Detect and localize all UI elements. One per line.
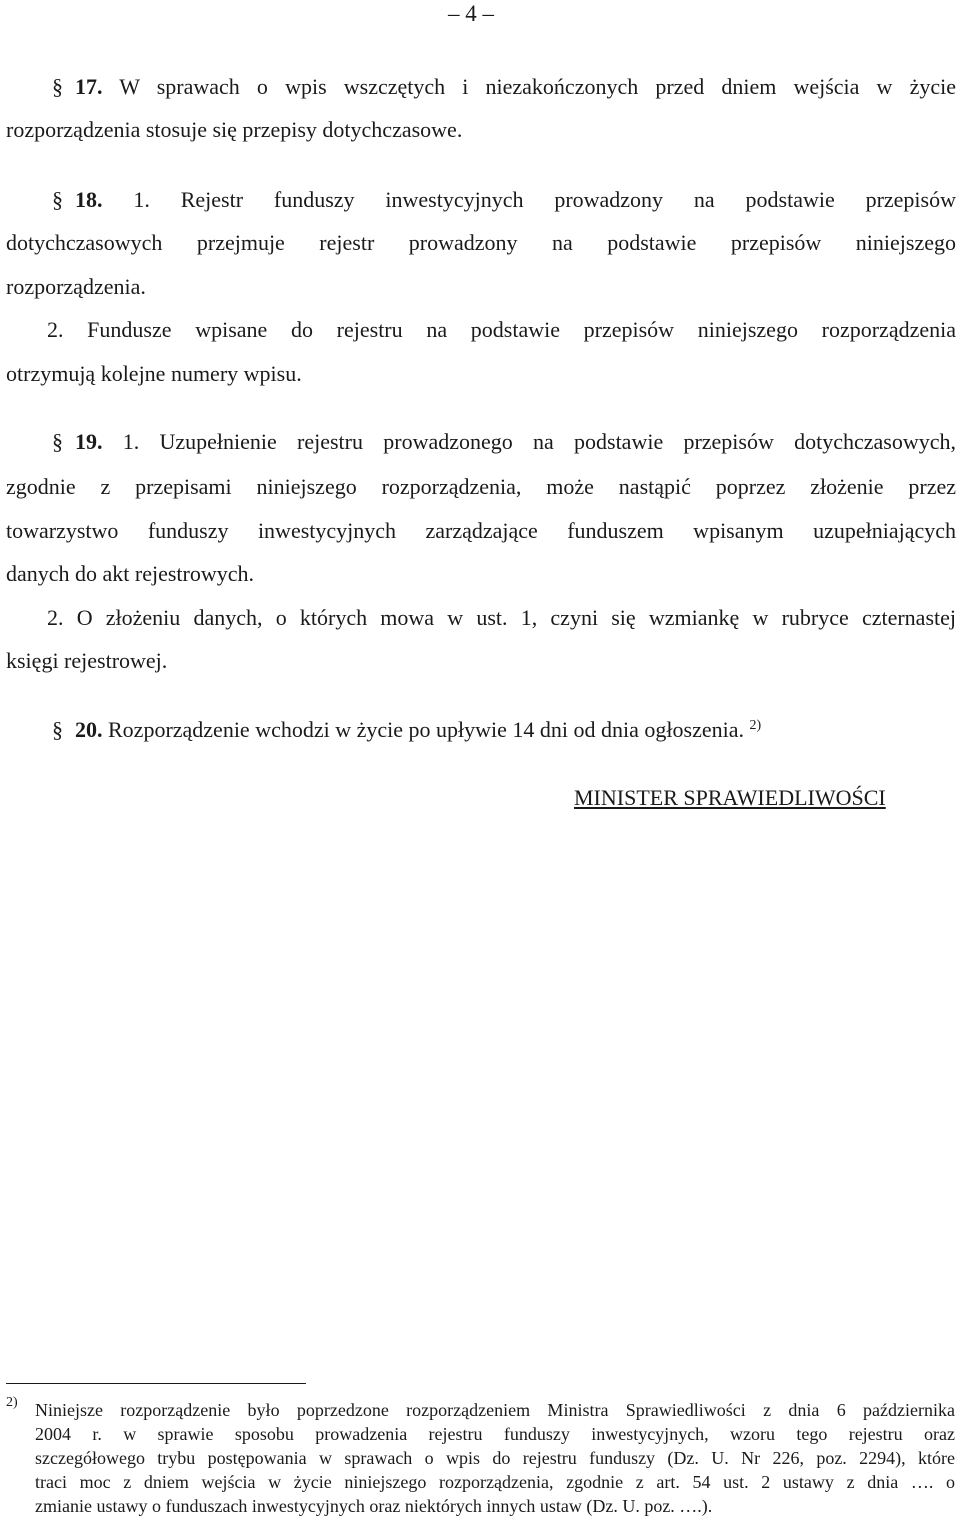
section-17-text: W sprawach o wpis wszczętych i niezakończonych przed dniem wejścia w życie: [119, 74, 956, 99]
section-18-line-1: [6, 186, 956, 214]
footnote-line-1: Niniejsze rozporządzenie było poprzedzone rozporządzeniem Ministra Sprawiedliwości z dnia 6 października: [35, 1400, 955, 1420]
section-19-line-4: danych do akt rejestrowych.: [6, 561, 255, 586]
section-number: 18.: [75, 187, 103, 212]
section-18-para-1: 1. Rejestr funduszy inwestycyjnych prowadzony na podstawie przepisów: [133, 187, 956, 212]
footnote-reference: 2): [749, 718, 762, 733]
footnote-line-2: 2004 r. w sprawie sposobu prowadzenia rejestru funduszy inwestycyjnych, wzoru tego rejestru oraz: [35, 1424, 955, 1444]
section-18-para-2-line-1: 2. Fundusze wpisane do rejestru na podstawie przepisów niniejszego rozporządzenia: [47, 317, 956, 342]
section-20-text: Rozporządzenie wchodzi w życie po upływie 14 dni od dnia ogłoszenia.: [108, 717, 744, 742]
section-20-heading: [52, 717, 103, 742]
section-17-heading: [52, 74, 103, 99]
section-19-heading: [52, 429, 103, 454]
section-19-line-2: zgodnie z przepisami niniejszego rozporządzenia, może nastąpić poprzez złożenie przez: [6, 474, 956, 499]
page-number: – 4 –: [448, 1, 494, 26]
section-sign: §: [52, 74, 63, 99]
footnote-line-5: zmianie ustawy o funduszach inwestycyjnych oraz niektórych innych ustaw (Dz. U. poz. ….).: [35, 1496, 713, 1516]
section-19-line-3: towarzystwo funduszy inwestycyjnych zarządzające funduszem wpisanym uzupełniających: [6, 518, 956, 543]
section-17-line-2: rozporządzenia stosuje się przepisy dotychczasowe.: [6, 117, 463, 142]
section-sign: §: [52, 187, 63, 212]
footnote-line-4: traci moc z dniem wejścia w życie niniejszego rozporządzenia, zgodnie z art. 54 ust. 2 ustawy z dnia …. o: [35, 1472, 955, 1492]
section-17-line-1: [6, 73, 956, 101]
section-number: 20.: [75, 717, 103, 742]
section-19-line-1: [6, 428, 956, 456]
section-number: 17.: [75, 74, 103, 99]
footnote-mark: 2): [6, 1395, 18, 1410]
section-19-para-1: 1. Uzupełnienie rejestru prowadzonego na podstawie przepisów dotychczasowych,: [122, 429, 957, 454]
section-18-line-2: dotychczasowych przejmuje rejestr prowadzony na podstawie przepisów niniejszego: [6, 230, 956, 255]
section-18-line-3: rozporządzenia.: [6, 274, 146, 299]
footnote-line-3: szczegółowego trybu postępowania w sprawach o wpis do rejestru funduszy (Dz. U. Nr 226, poz. 2294), które: [35, 1448, 955, 1468]
section-sign: §: [52, 429, 63, 454]
section-18-heading: [52, 187, 103, 212]
section-20-line: [6, 716, 956, 744]
section-18-para-2-line-2: otrzymują kolejne numery wpisu.: [6, 361, 302, 386]
section-number: 19.: [75, 429, 103, 454]
section-19-para-2-line-2: księgi rejestrowej.: [6, 648, 168, 673]
section-19-para-2-line-1: 2. O złożeniu danych, o których mowa w ust. 1, czyni się wzmiankę w rubryce czternastej: [47, 605, 956, 630]
footnote-separator: [6, 1383, 306, 1384]
section-sign: §: [52, 717, 63, 742]
minister-signature: MINISTER SPRAWIEDLIWOŚCI: [574, 785, 886, 810]
